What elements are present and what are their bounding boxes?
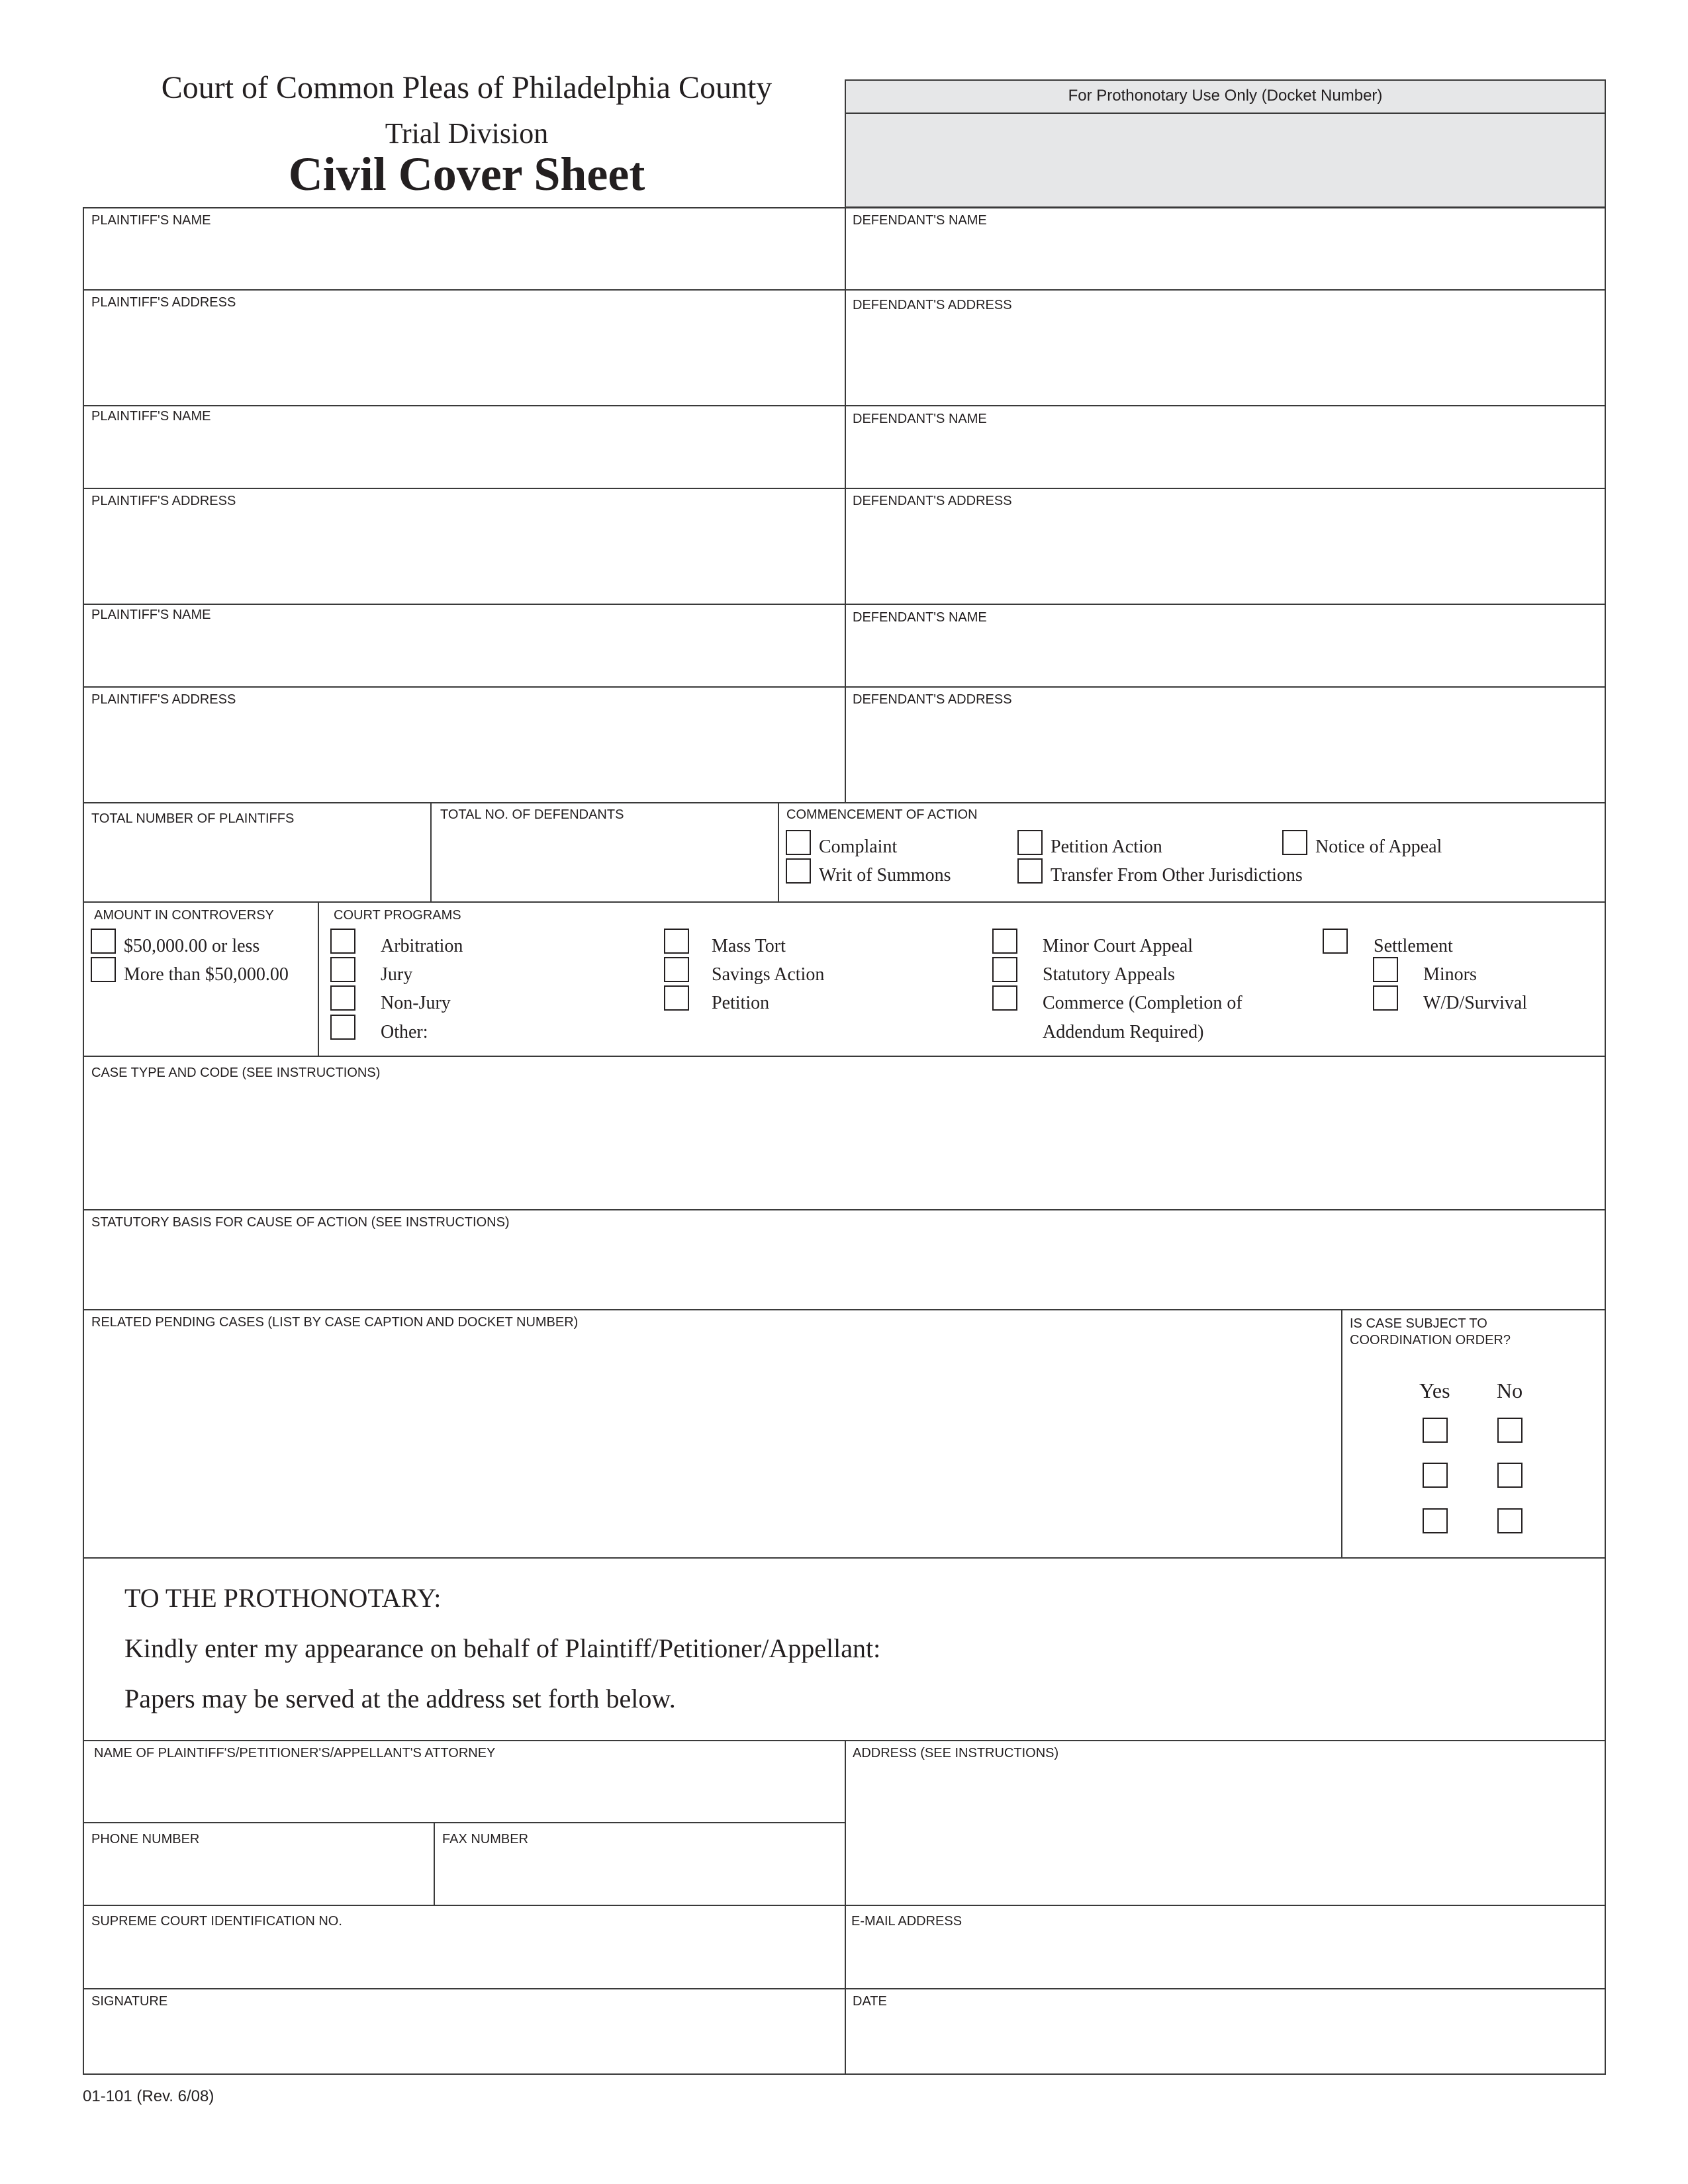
coordination-yes-checkbox[interactable] (1423, 1418, 1448, 1443)
wd-survival-label: W/D/Survival (1423, 993, 1528, 1013)
signature-label: SIGNATURE (91, 1994, 168, 2009)
non-jury-checkbox[interactable] (330, 985, 355, 1011)
plaintiff-name-label: PLAINTIFF'S NAME (91, 213, 211, 228)
commerce-checkbox[interactable] (992, 985, 1017, 1011)
savings-action-label: Savings Action (712, 964, 825, 985)
statutory-basis-label: STATUTORY BASIS FOR CAUSE OF ACTION (SEE INSTRUCTIONS) (91, 1215, 510, 1230)
minor-court-appeal-checkbox[interactable] (992, 929, 1017, 954)
prothonotary-heading: TO THE PROTHONOTARY: (124, 1583, 442, 1613)
wd-survival-checkbox[interactable] (1373, 985, 1398, 1011)
notice-of-appeal-checkbox[interactable] (1282, 830, 1307, 855)
amount-more-than-50k-label: More than $50,000.00 (124, 964, 289, 985)
attorney-address-label: ADDRESS (SEE INSTRUCTIONS) (853, 1746, 1059, 1760)
total-defendants-label: TOTAL NO. OF DEFENDANTS (440, 807, 624, 822)
total-plaintiffs-label: TOTAL NUMBER OF PLAINTIFFS (91, 811, 295, 826)
plaintiff-name-label: PLAINTIFF'S NAME (91, 608, 211, 622)
jury-label: Jury (381, 964, 413, 985)
plaintiff-name-label: PLAINTIFF'S NAME (91, 409, 211, 424)
appearance-statement: Kindly enter my appearance on behalf of Plaintiff/Petitioner/Appellant: (124, 1633, 881, 1663)
coordination-no-checkbox[interactable] (1497, 1508, 1523, 1533)
petition-action-option-label: Petition Action (1051, 837, 1162, 857)
date-label: DATE (853, 1994, 887, 2009)
writ-of-summons-option-label: Writ of Summons (819, 865, 951, 886)
commencement-label: COMMENCEMENT OF ACTION (786, 807, 978, 822)
arbitration-label: Arbitration (381, 936, 463, 956)
transfer-checkbox[interactable] (1017, 858, 1043, 884)
settlement-label: Settlement (1374, 936, 1453, 956)
related-cases-field[interactable] (84, 1337, 1338, 1554)
savings-action-checkbox[interactable] (664, 957, 689, 982)
case-type-label: CASE TYPE AND CODE (SEE INSTRUCTIONS) (91, 1066, 381, 1080)
case-type-field[interactable] (84, 1089, 1605, 1208)
amount-more-than-50k-checkbox[interactable] (91, 957, 116, 982)
non-jury-label: Non-Jury (381, 993, 451, 1013)
defendant-name-label: DEFENDANT'S NAME (853, 412, 987, 426)
writ-of-summons-checkbox[interactable] (786, 858, 811, 884)
defendant-address-label: DEFENDANT'S ADDRESS (853, 494, 1012, 508)
coordination-no-checkbox[interactable] (1497, 1418, 1523, 1443)
plaintiff-address-label: PLAINTIFF'S ADDRESS (91, 494, 236, 508)
defendant-name-label: DEFENDANT'S NAME (853, 213, 987, 228)
commerce-label: Commerce (Completion of (1043, 993, 1243, 1013)
petition-checkbox[interactable] (664, 985, 689, 1011)
plaintiff-address-label: PLAINTIFF'S ADDRESS (91, 692, 236, 707)
page-title: Civil Cover Sheet (288, 148, 645, 201)
mass-tort-label: Mass Tort (712, 936, 786, 956)
coordination-no-label: No (1497, 1379, 1523, 1402)
amount-label: AMOUNT IN CONTROVERSY (94, 908, 274, 923)
plaintiff-address-label: PLAINTIFF'S ADDRESS (91, 295, 236, 310)
coordination-yes-checkbox[interactable] (1423, 1463, 1448, 1488)
coordination-yes-checkbox[interactable] (1423, 1508, 1448, 1533)
division-name: Trial Division (385, 117, 549, 150)
coordination-no-checkbox[interactable] (1497, 1463, 1523, 1488)
statutory-basis-field[interactable] (84, 1236, 1605, 1308)
complaint-checkbox[interactable] (786, 830, 811, 855)
petition-action-checkbox[interactable] (1017, 830, 1043, 855)
settlement-checkbox[interactable] (1323, 929, 1348, 954)
complaint-option-label: Complaint (819, 837, 898, 857)
minors-label: Minors (1423, 964, 1477, 985)
commerce-label-continued: Addendum Required) (1043, 1022, 1204, 1042)
form-number: 01-101 (Rev. 6/08) (83, 2087, 214, 2105)
other-label: Other: (381, 1022, 428, 1042)
related-cases-label: RELATED PENDING CASES (LIST BY CASE CAPTION AND DOCKET NUMBER) (91, 1315, 579, 1330)
defendant-address-label: DEFENDANT'S ADDRESS (853, 298, 1012, 312)
coordination-label-line2: COORDINATION ORDER? (1350, 1333, 1511, 1347)
email-address-label: E-MAIL ADDRESS (851, 1914, 962, 1929)
attorney-name-label: NAME OF PLAINTIFF'S/PETITIONER'S/APPELLANT'S ATTORNEY (94, 1746, 496, 1760)
notice-of-appeal-option-label: Notice of Appeal (1315, 837, 1442, 857)
defendant-address-label: DEFENDANT'S ADDRESS (853, 692, 1012, 707)
fax-number-label: FAX NUMBER (442, 1832, 529, 1846)
defendant-name-label: DEFENDANT'S NAME (853, 610, 987, 625)
minors-checkbox[interactable] (1373, 957, 1398, 982)
minor-court-appeal-label: Minor Court Appeal (1043, 936, 1194, 956)
transfer-option-label: Transfer From Other Jurisdictions (1051, 865, 1303, 886)
jury-checkbox[interactable] (330, 957, 355, 982)
petition-label: Petition (712, 993, 770, 1013)
statutory-appeals-checkbox[interactable] (992, 957, 1017, 982)
arbitration-checkbox[interactable] (330, 929, 355, 954)
statutory-appeals-label: Statutory Appeals (1043, 964, 1175, 985)
court-name: Court of Common Pleas of Philadelphia County (161, 70, 773, 105)
other-checkbox[interactable] (330, 1015, 355, 1040)
mass-tort-checkbox[interactable] (664, 929, 689, 954)
court-programs-label: COURT PROGRAMS (334, 908, 461, 923)
coordination-label-line1: IS CASE SUBJECT TO (1350, 1316, 1487, 1331)
supreme-court-id-label: SUPREME COURT IDENTIFICATION NO. (91, 1914, 342, 1929)
phone-number-label: PHONE NUMBER (91, 1832, 200, 1846)
amount-50k-or-less-label: $50,000.00 or less (124, 936, 260, 956)
coordination-yes-label: Yes (1419, 1379, 1450, 1402)
docket-box-label: For Prothonotary Use Only (Docket Number) (1068, 87, 1383, 105)
service-statement: Papers may be served at the address set forth below. (124, 1684, 676, 1713)
amount-50k-or-less-checkbox[interactable] (91, 929, 116, 954)
